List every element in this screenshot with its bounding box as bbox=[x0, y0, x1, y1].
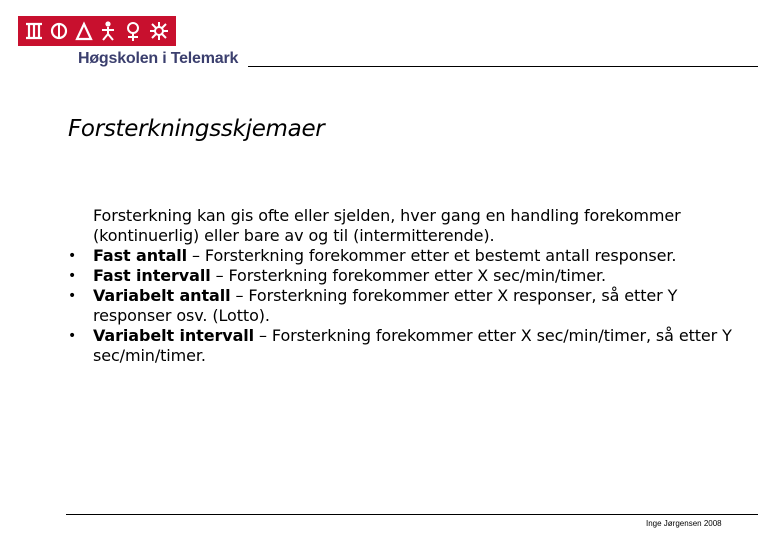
list-item bbox=[58, 246, 738, 266]
item-term: Fast antall bbox=[93, 246, 188, 265]
item-term: Variabelt antall bbox=[93, 286, 231, 305]
bullet-list bbox=[58, 246, 738, 366]
header-divider bbox=[248, 66, 758, 67]
item-term: Variabelt intervall bbox=[93, 326, 255, 345]
item-text: – Forsterkning forekommer etter X sec/min/timer. bbox=[210, 266, 607, 285]
item-term: Fast intervall bbox=[93, 266, 211, 285]
item-text: – Forsterkning forekommer etter X sec/min/timer, så etter Y sec/min/timer. bbox=[93, 326, 732, 365]
intro-paragraph: Forsterkning kan gis ofte eller sjelden, hver gang en handling forekommer (kontinuerlig) eller bare av og til (intermitterende). bbox=[93, 206, 681, 245]
ship-glyph-icon bbox=[24, 20, 44, 42]
list-item bbox=[58, 266, 738, 286]
star-glyph-icon bbox=[148, 20, 170, 42]
list-item bbox=[58, 286, 738, 326]
footer-divider bbox=[66, 514, 758, 515]
logo bbox=[18, 16, 176, 46]
item-text: – Forsterkning forekommer etter et bestemt antall responser. bbox=[187, 246, 677, 265]
bullet-icon: • bbox=[68, 268, 77, 284]
flower-glyph-icon bbox=[122, 20, 144, 42]
slide-title: Forsterkningsskjemaer bbox=[68, 116, 325, 142]
item-text: – Forsterkning forekommer etter X responser, så etter Y responser osv. (Lotto). bbox=[93, 286, 678, 325]
house-glyph-icon bbox=[74, 20, 94, 42]
institution-name: Høgskolen i Telemark bbox=[78, 50, 239, 67]
slide-body bbox=[58, 206, 738, 366]
bullet-icon: • bbox=[68, 288, 77, 304]
bullet-icon: • bbox=[68, 328, 77, 344]
footer-author: Inge Jørgensen 2008 bbox=[646, 519, 722, 528]
list-item bbox=[58, 326, 738, 366]
fish-glyph-icon bbox=[48, 20, 70, 42]
bullet-icon: • bbox=[68, 248, 77, 264]
figure-glyph-icon bbox=[98, 20, 118, 42]
